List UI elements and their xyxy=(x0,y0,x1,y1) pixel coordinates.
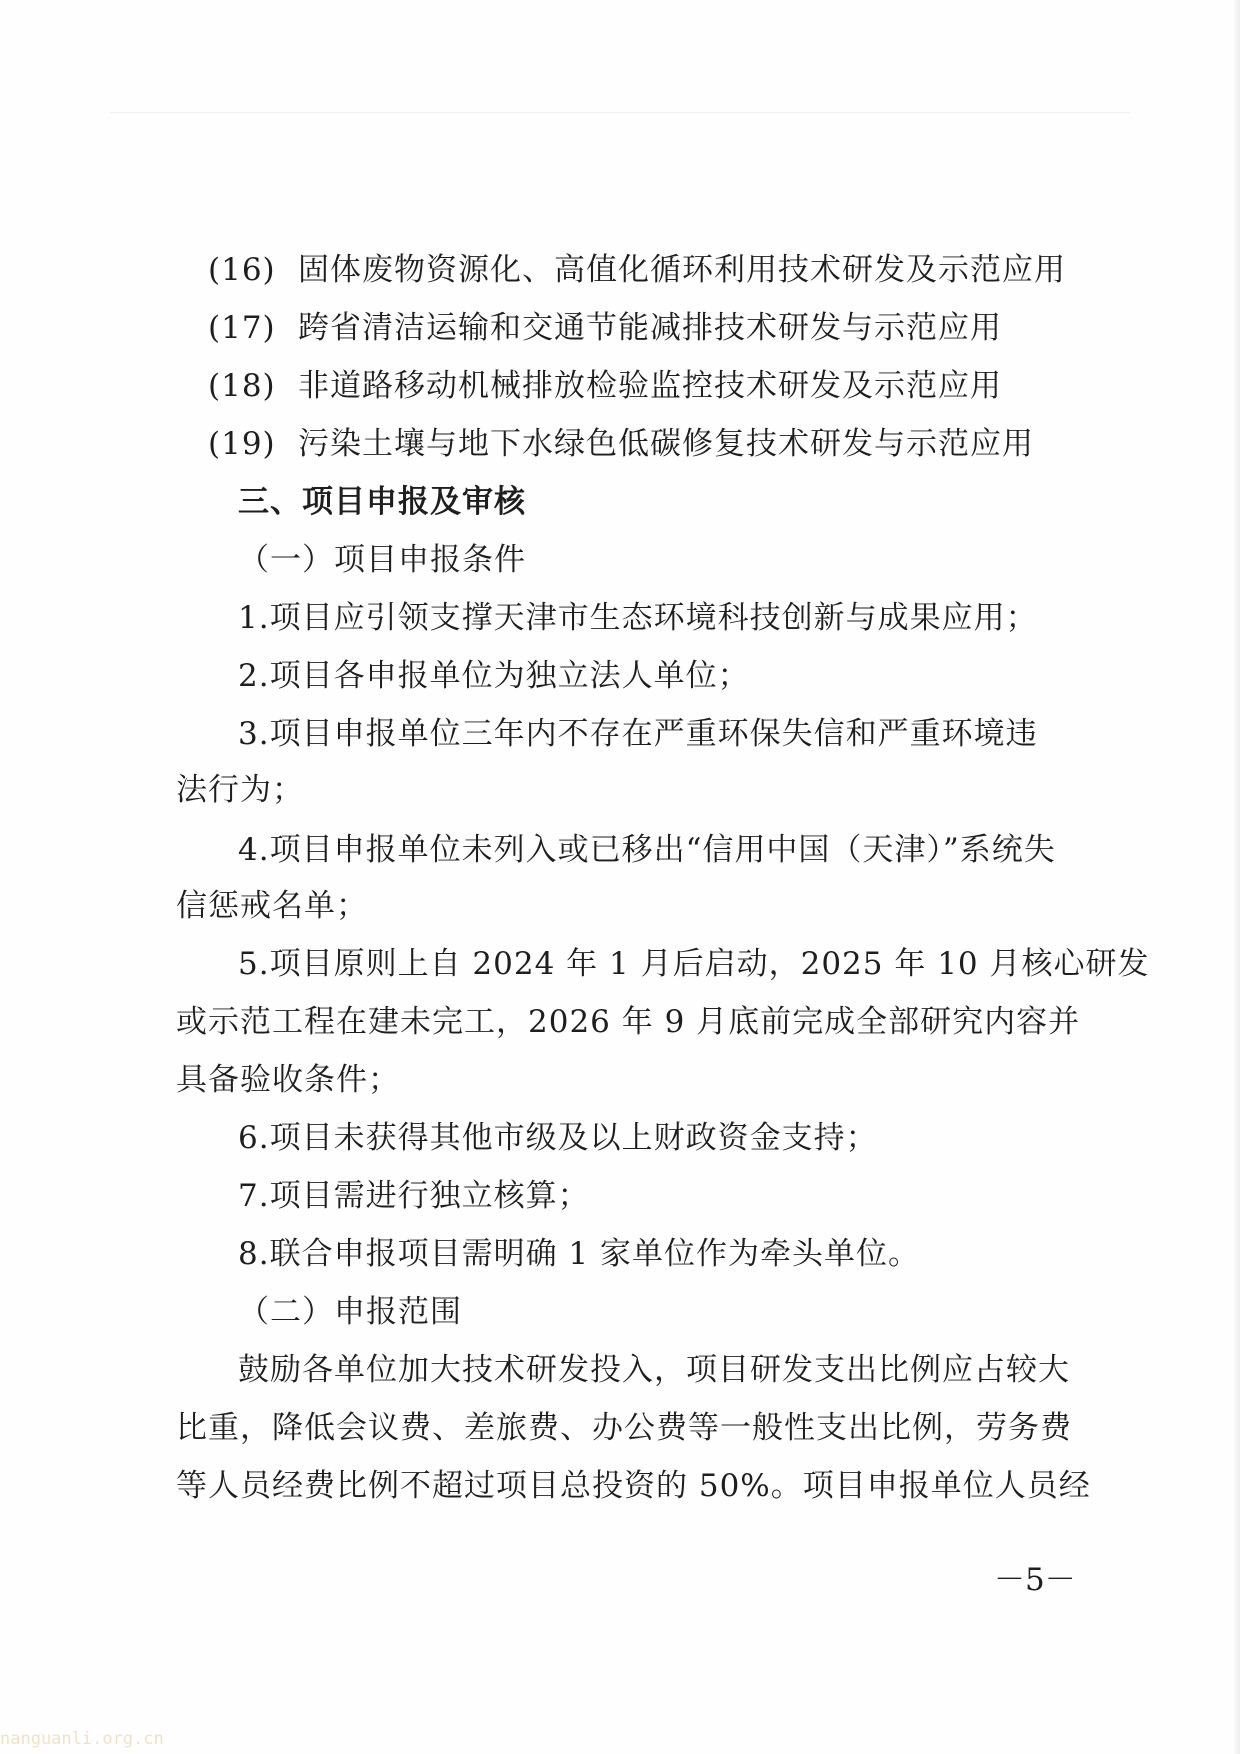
condition-6: 6.项目未获得其他市级及以上财政资金支持； xyxy=(238,1120,878,1156)
condition-7: 7.项目需进行独立核算； xyxy=(238,1178,590,1214)
watermark-text: nanguanli.org.cn xyxy=(0,1729,164,1749)
list-item-text: 固体废物资源化、高值化循环利用技术研发及示范应用 xyxy=(298,252,1066,288)
list-item-text: 污染土壤与地下水绿色低碳修复技术研发与示范应用 xyxy=(298,426,1034,462)
list-item-text: 跨省清洁运输和交通节能减排技术研发与示范应用 xyxy=(298,310,1002,346)
subsection-heading: （一）项目申报条件 xyxy=(238,542,526,578)
list-item-number: (19) xyxy=(208,426,276,462)
scope-line-3: 等人员经费比例不超过项目总投资的 50%。项目申报单位人员经 xyxy=(176,1468,1091,1504)
list-item-number: (18) xyxy=(208,368,276,404)
condition-8: 8.联合申报项目需明确 1 家单位作为牵头单位。 xyxy=(238,1236,921,1272)
condition-3-line-1: 3.项目申报单位三年内不存在严重环保失信和严重环境违 xyxy=(238,716,1038,752)
condition-5-line-1: 5.项目原则上自 2024 年 1 月后启动，2025 年 10 月核心研发 xyxy=(238,946,1150,982)
top-scan-rule xyxy=(110,112,1130,113)
list-item-number: (17) xyxy=(208,310,276,346)
subsection-heading: （二）申报范围 xyxy=(238,1294,462,1330)
page-number: －5－ xyxy=(994,1562,1076,1598)
condition-3-line-2: 法行为； xyxy=(176,772,304,808)
section-heading: 三、项目申报及审核 xyxy=(238,484,526,520)
condition-1: 1.项目应引领支撑天津市生态环境科技创新与成果应用； xyxy=(238,600,1038,636)
condition-4-line-1: 4.项目申报单位未列入或已移出“信用中国（天津）”系统失 xyxy=(238,832,1056,868)
condition-5-line-3: 具备验收条件； xyxy=(176,1062,400,1098)
scope-line-2: 比重，降低会议费、差旅费、办公费等一般性支出比例，劳务费 xyxy=(176,1410,1072,1446)
condition-2: 2.项目各申报单位为独立法人单位； xyxy=(238,658,750,694)
list-item-number: (16) xyxy=(208,252,276,288)
condition-5-line-2: 或示范工程在建未完工，2026 年 9 月底前完成全部研究内容并 xyxy=(176,1004,1081,1040)
list-item-text: 非道路移动机械排放检验监控技术研发及示范应用 xyxy=(298,368,1002,404)
scan-edge-shadow xyxy=(1234,0,1240,1754)
scope-line-1: 鼓励各单位加大技术研发投入，项目研发支出比例应占较大 xyxy=(238,1352,1070,1388)
condition-4-line-2: 信惩戒名单； xyxy=(176,888,368,924)
